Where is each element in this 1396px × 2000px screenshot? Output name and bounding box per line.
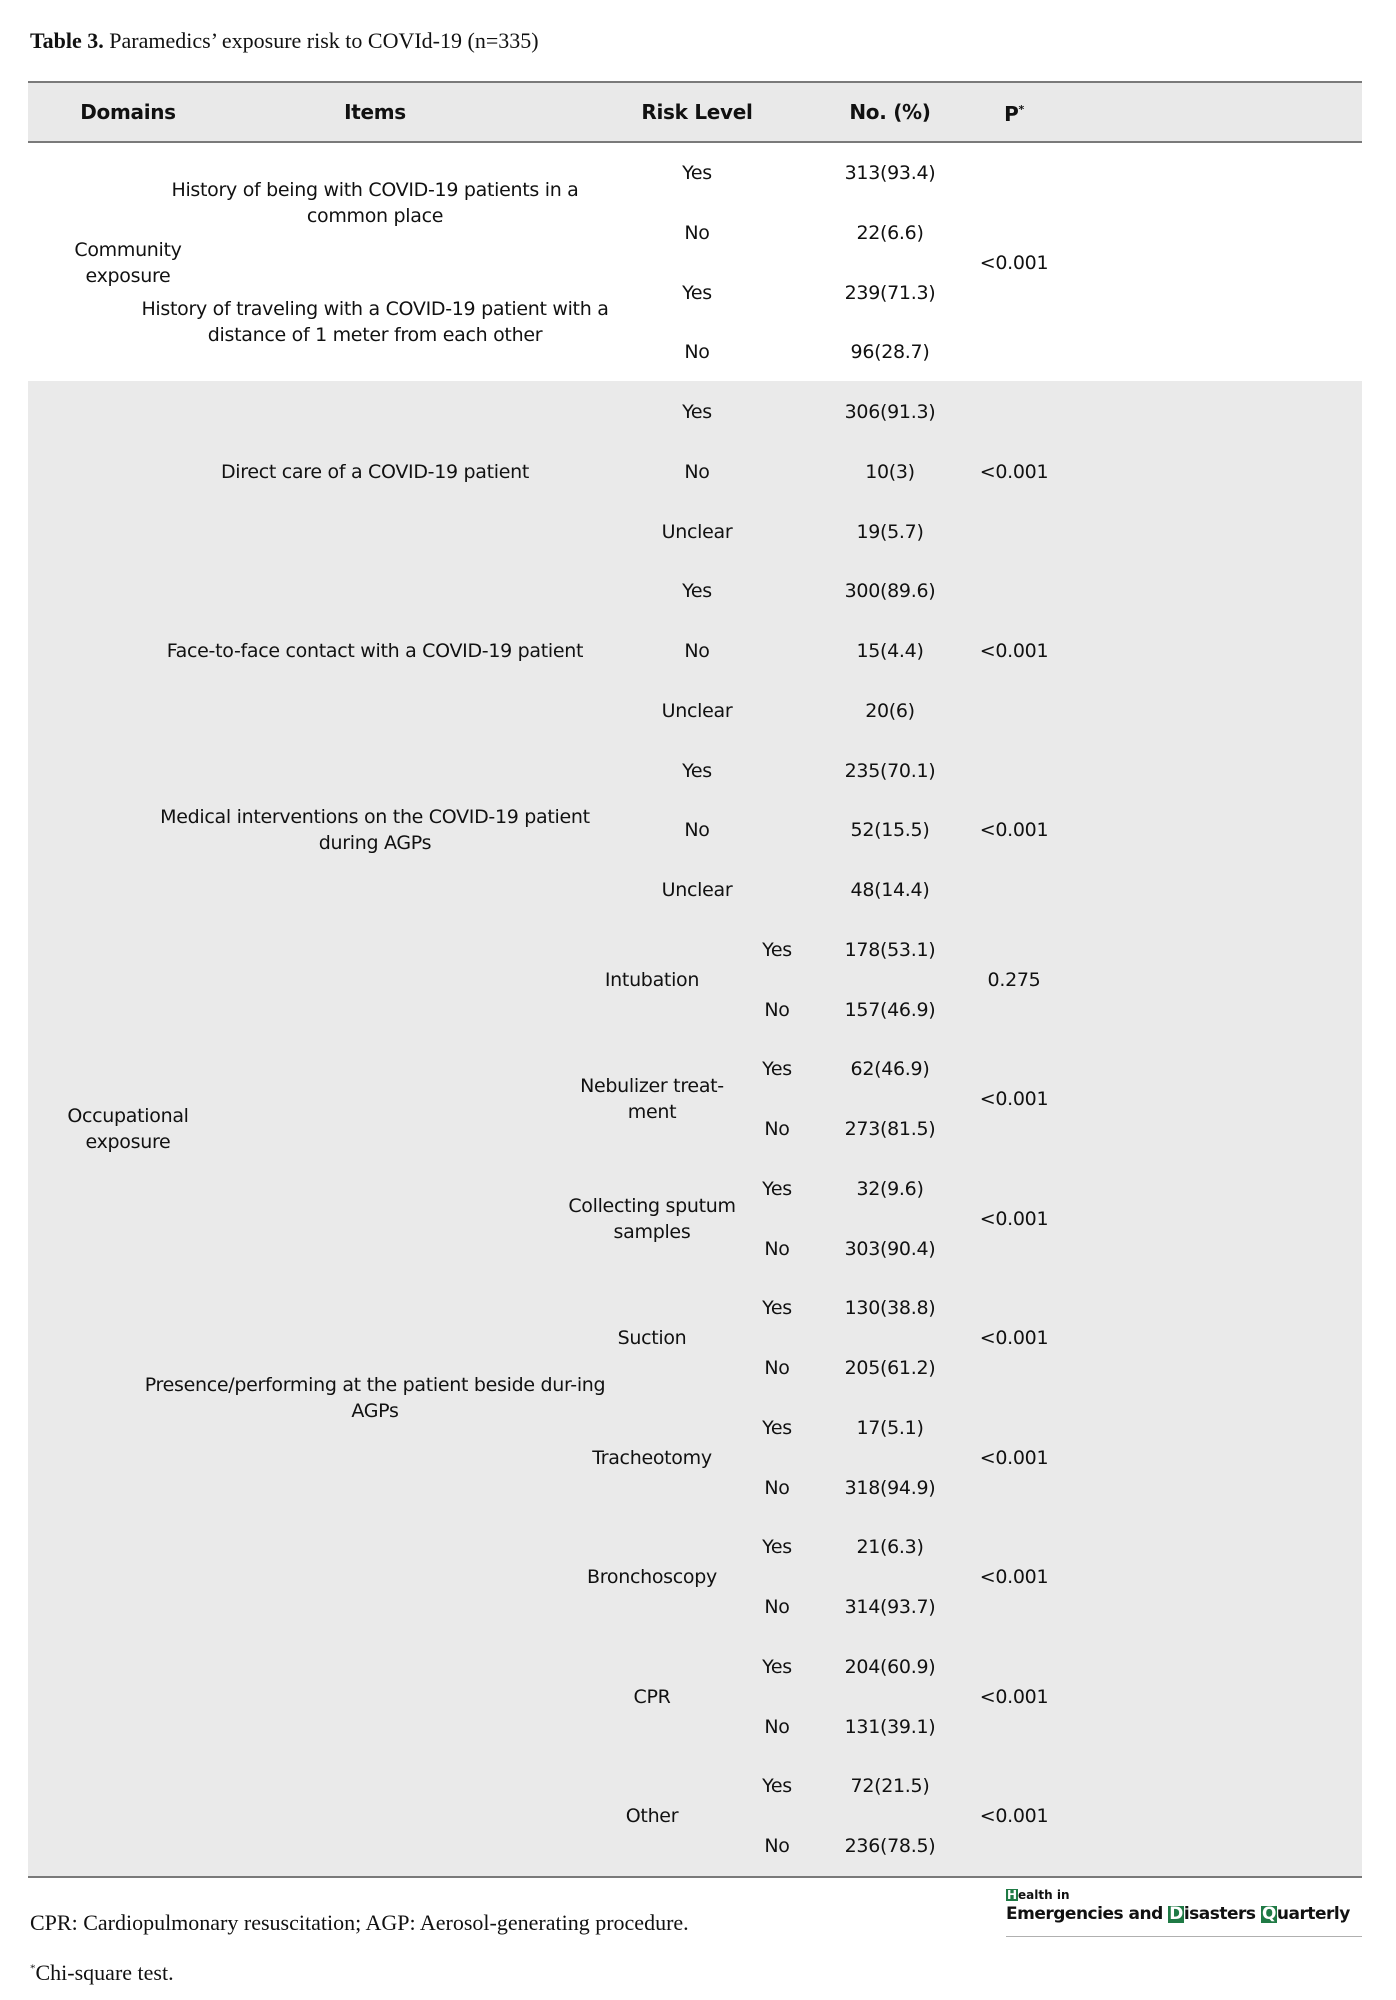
- domain-label: Community exposure: [74, 238, 182, 287]
- count-percent: 313(93.4): [844, 162, 936, 184]
- risk-level: Yes: [762, 1058, 792, 1081]
- count-percent: 236(78.5): [844, 1835, 936, 1857]
- occupational-band: [28, 381, 1362, 1876]
- risk-level: No: [764, 1715, 790, 1738]
- risk-level: Unclear: [661, 879, 733, 901]
- header-items: Items: [344, 100, 406, 124]
- count-percent: 205(61.2): [844, 1357, 936, 1379]
- journal-logo: Health in Emergencies and Disasters Quarterly: [1006, 1888, 1362, 1937]
- count-percent: 239(71.3): [844, 281, 936, 304]
- count-percent: 21(6.3): [856, 1536, 924, 1559]
- count-percent: 318(94.9): [844, 1476, 936, 1499]
- risk-level: Yes: [762, 1416, 792, 1439]
- header-risk-level: Risk Level: [641, 100, 753, 124]
- count-percent: 204(60.9): [844, 1655, 936, 1678]
- header-domains: Domains: [80, 100, 176, 124]
- risk-level: No: [764, 1118, 790, 1140]
- p-value: <0.001: [979, 640, 1049, 662]
- footnote-test: *Chi-square test.: [30, 1960, 174, 1985]
- risk-level: No: [684, 819, 710, 842]
- risk-level: Unclear: [661, 699, 733, 722]
- risk-level: Yes: [762, 1775, 792, 1798]
- count-percent: 314(93.7): [844, 1596, 936, 1618]
- p-value: <0.001: [979, 251, 1049, 274]
- risk-level: Yes: [682, 281, 712, 304]
- subitem-label: Nebulizer treat-ment: [580, 1075, 724, 1124]
- risk-level: Yes: [762, 1297, 792, 1320]
- risk-level: No: [684, 221, 710, 244]
- risk-level: Yes: [762, 1177, 792, 1200]
- table-number: Table 3.: [30, 28, 104, 53]
- p-value: <0.001: [979, 1805, 1049, 1828]
- subitem-label: Intubation: [604, 968, 700, 991]
- risk-level: Yes: [762, 938, 792, 961]
- table-title: Paramedics’ exposure risk to COVId-19 (n=335): [103, 28, 539, 53]
- subitem-label: Suction: [617, 1327, 687, 1350]
- risk-level: No: [684, 341, 710, 364]
- header-no-pct: No. (%): [849, 100, 931, 124]
- risk-level: Yes: [682, 580, 712, 603]
- risk-level: No: [684, 460, 710, 483]
- header-p: P*: [1004, 101, 1024, 126]
- count-percent: 10(3): [865, 460, 915, 483]
- count-percent: 273(81.5): [844, 1118, 936, 1140]
- risk-level: Yes: [682, 401, 712, 423]
- item-label: Face-to-face contact with a COVID-19 patient: [166, 640, 584, 662]
- count-percent: 130(38.8): [844, 1297, 936, 1320]
- p-value: <0.001: [979, 1685, 1049, 1708]
- count-percent: 17(5.1): [856, 1416, 924, 1439]
- risk-level: No: [764, 1237, 790, 1260]
- count-percent: 62(46.9): [850, 1058, 930, 1081]
- count-percent: 20(6): [865, 699, 915, 722]
- subitem-label: Collecting sputum samples: [568, 1194, 736, 1243]
- p-value: <0.001: [979, 1566, 1049, 1589]
- risk-level: No: [764, 998, 790, 1021]
- p-value: <0.001: [979, 1088, 1049, 1111]
- risk-level: No: [764, 1476, 790, 1499]
- count-percent: 22(6.6): [856, 221, 924, 244]
- item-label: History of traveling with a COVID-19 patient with a distance of 1 meter from each other: [141, 298, 609, 347]
- risk-level: Yes: [682, 759, 712, 782]
- count-percent: 19(5.7): [856, 520, 924, 543]
- count-percent: 235(70.1): [844, 759, 936, 782]
- count-percent: 303(90.4): [844, 1237, 936, 1260]
- risk-level: No: [684, 640, 710, 662]
- count-percent: 96(28.7): [850, 341, 930, 364]
- subitem-label: Bronchoscopy: [587, 1566, 717, 1589]
- p-value: <0.001: [979, 1207, 1049, 1230]
- count-percent: 178(53.1): [844, 938, 936, 961]
- item-label: Medical interventions on the COVID-19 patient during AGPs: [160, 806, 590, 855]
- exposure-risk-table: [28, 82, 1362, 1878]
- p-value: 0.275: [987, 968, 1041, 991]
- p-value: <0.001: [979, 1446, 1049, 1469]
- count-percent: 32(9.6): [856, 1177, 924, 1200]
- count-percent: 306(91.3): [844, 401, 936, 423]
- count-percent: 157(46.9): [844, 998, 936, 1021]
- risk-level: No: [764, 1596, 790, 1618]
- item-label: Direct care of a COVID-19 patient: [220, 460, 530, 483]
- count-percent: 131(39.1): [844, 1715, 936, 1738]
- risk-level: No: [764, 1835, 790, 1857]
- count-percent: 52(15.5): [850, 819, 930, 842]
- top-rule: [28, 81, 1362, 83]
- count-percent: 300(89.6): [844, 580, 936, 603]
- p-value: <0.001: [979, 460, 1049, 483]
- risk-level: Yes: [762, 1536, 792, 1559]
- table-caption: [30, 28, 539, 54]
- item-label: History of being with COVID-19 patients in a common place: [171, 178, 579, 227]
- item-label: Presence/performing at the patient beside dur-ing AGPs: [144, 1373, 606, 1422]
- bottom-rule: [28, 1876, 1362, 1878]
- header-rule: [28, 141, 1362, 143]
- risk-level: Yes: [762, 1655, 792, 1678]
- p-value: <0.001: [979, 1327, 1049, 1350]
- p-value: <0.001: [979, 819, 1049, 842]
- subitem-label: CPR: [633, 1685, 671, 1708]
- count-percent: 72(21.5): [850, 1775, 930, 1798]
- risk-level: Unclear: [661, 520, 733, 543]
- count-percent: 48(14.4): [850, 879, 930, 901]
- risk-level: Yes: [682, 162, 712, 184]
- subitem-label: Other: [625, 1805, 679, 1828]
- footnote-abbreviations: CPR: Cardiopulmonary resuscitation; AGP: Aerosol-generating procedure.: [30, 1910, 689, 1935]
- risk-level: No: [764, 1357, 790, 1379]
- domain-label: Occupational exposure: [67, 1105, 189, 1153]
- count-percent: 15(4.4): [856, 640, 924, 662]
- subitem-label: Tracheotomy: [592, 1446, 712, 1469]
